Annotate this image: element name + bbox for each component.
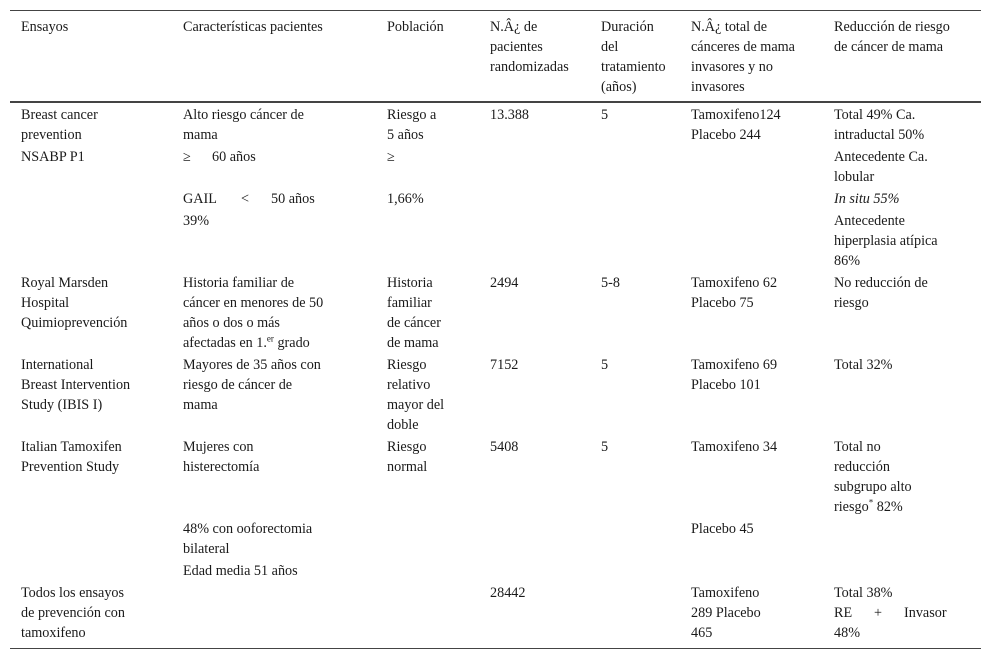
nsabp-pob-geq: ≥ bbox=[387, 149, 395, 165]
nsabp-carac-gail-age: 50 años bbox=[271, 191, 315, 207]
royal-pob-l2: familiar bbox=[387, 295, 432, 311]
italian-red-l4-pre: riesgo bbox=[834, 499, 869, 515]
nsabp-pob-pct: 1,66% bbox=[387, 191, 424, 207]
royal-dur: 5-8 bbox=[601, 275, 620, 291]
nsabp-red-l2: intraductal 50% bbox=[834, 127, 925, 143]
italian-pob-l1: Riesgo bbox=[387, 439, 427, 455]
royal-total-l1: Tamoxifeno 62 bbox=[691, 275, 778, 291]
royal-carac-l4-post: grado bbox=[273, 335, 310, 351]
nsabp-red-insitu: In situ 55% bbox=[834, 191, 900, 207]
header-reduccion-l1: Reducción de riesgo bbox=[834, 19, 950, 35]
nsabp-pob-l1: Riesgo a bbox=[387, 107, 437, 123]
italian-n: 5408 bbox=[490, 439, 519, 455]
todos-red-l3: 48% bbox=[834, 625, 861, 641]
nsabp-red-l8: 86% bbox=[834, 253, 861, 269]
nsabp-ensayo-l3: NSABP P1 bbox=[21, 149, 85, 165]
nsabp-total-l1: Tamoxifeno124 bbox=[691, 107, 781, 123]
todos-total-l2: 289 Placebo bbox=[691, 605, 761, 621]
royal-n: 2494 bbox=[490, 275, 519, 291]
ibis-ensayo-l3: Study (IBIS I) bbox=[21, 397, 103, 413]
royal-carac-l3: años o dos o más bbox=[183, 315, 280, 331]
ibis-dur: 5 bbox=[601, 357, 609, 373]
header-randomizadas-l2: pacientes bbox=[490, 39, 543, 55]
royal-ensayo-l1: Royal Marsden bbox=[21, 275, 109, 291]
todos-ensayo-l1: Todos los ensayos bbox=[21, 585, 125, 601]
header-total-l1: N.Â¿ total de bbox=[691, 19, 768, 35]
nsabp-carac-geq: ≥ bbox=[183, 149, 191, 165]
header-duracion-l2: del bbox=[601, 39, 619, 55]
header-duracion-l3: tratamiento bbox=[601, 59, 666, 75]
nsabp-carac-lt: < bbox=[241, 191, 250, 207]
royal-total-l2: Placebo 75 bbox=[691, 295, 754, 311]
nsabp-carac-pct: 39% bbox=[183, 213, 210, 229]
header-randomizadas-l1: N.Â¿ de bbox=[490, 19, 538, 35]
table-top-rule bbox=[10, 10, 981, 11]
ibis-total-l1: Tamoxifeno 69 bbox=[691, 357, 778, 373]
header-total-l3: invasores y no bbox=[691, 59, 773, 75]
royal-red-l1: No reducción de bbox=[834, 275, 928, 291]
nsabp-carac-age: 60 años bbox=[212, 149, 256, 165]
nsabp-n: 13.388 bbox=[490, 107, 530, 123]
italian-total-l1: Tamoxifeno 34 bbox=[691, 439, 778, 455]
royal-ensayo-l2: Hospital bbox=[21, 295, 70, 311]
header-randomizadas-l3: randomizadas bbox=[490, 59, 569, 75]
ibis-pob-l3: mayor del bbox=[387, 397, 445, 413]
todos-ensayo-l3: tamoxifeno bbox=[21, 625, 86, 641]
royal-ensayo-l3: Quimioprevención bbox=[21, 315, 128, 331]
italian-ensayo-l2: Prevention Study bbox=[21, 459, 120, 475]
nsabp-red-l4: lobular bbox=[834, 169, 875, 185]
ibis-pob-l4: doble bbox=[387, 417, 419, 433]
italian-carac-l5: Edad media 51 años bbox=[183, 563, 298, 579]
nsabp-total-l2: Placebo 244 bbox=[691, 127, 761, 143]
ibis-ensayo-l1: International bbox=[21, 357, 94, 373]
italian-carac-l1: Mujeres con bbox=[183, 439, 254, 455]
header-reduccion-l2: de cáncer de mama bbox=[834, 39, 944, 55]
header-bottom-rule bbox=[10, 101, 981, 103]
royal-carac-l4 bbox=[183, 333, 310, 353]
todos-red-re: RE bbox=[834, 605, 853, 621]
royal-red-l2: riesgo bbox=[834, 295, 869, 311]
royal-carac-l1: Historia familiar de bbox=[183, 275, 295, 291]
header-duracion-l1: Duración bbox=[601, 19, 654, 35]
italian-red-l4-post: 82% bbox=[873, 499, 903, 515]
nsabp-red-l3: Antecedente Ca. bbox=[834, 149, 928, 165]
todos-red-l1: Total 38% bbox=[834, 585, 893, 601]
nsabp-red-l1: Total 49% Ca. bbox=[834, 107, 916, 123]
royal-pob-l4: de mama bbox=[387, 335, 439, 351]
italian-dur: 5 bbox=[601, 439, 609, 455]
italian-red-l1: Total no bbox=[834, 439, 881, 455]
italian-carac-l2: histerectomía bbox=[183, 459, 260, 475]
italian-red-l3: subgrupo alto bbox=[834, 479, 912, 495]
header-total-l2: cánceres de mama bbox=[691, 39, 795, 55]
nsabp-carac-l1: Alto riesgo cáncer de bbox=[183, 107, 304, 123]
ibis-pob-l2: relativo bbox=[387, 377, 431, 393]
royal-carac-l4-pre: afectadas en 1. bbox=[183, 335, 267, 351]
royal-pob-l1: Historia bbox=[387, 275, 433, 291]
ibis-carac-l1: Mayores de 35 años con bbox=[183, 357, 321, 373]
nsabp-red-l7: hiperplasia atípica bbox=[834, 233, 938, 249]
ibis-total-l2: Placebo 101 bbox=[691, 377, 761, 393]
ibis-carac-l2: riesgo de cáncer de bbox=[183, 377, 293, 393]
todos-n: 28442 bbox=[490, 585, 526, 601]
italian-carac-l4: bilateral bbox=[183, 541, 230, 557]
table-bottom-rule bbox=[10, 648, 981, 649]
todos-total-l1: Tamoxifeno bbox=[691, 585, 760, 601]
todos-total-l3: 465 bbox=[691, 625, 713, 641]
header-total-l4: invasores bbox=[691, 79, 745, 95]
italian-carac-l3: 48% con ooforectomia bbox=[183, 521, 313, 537]
nsabp-red-l6: Antecedente bbox=[834, 213, 905, 229]
todos-ensayo-l2: de prevención con bbox=[21, 605, 125, 621]
royal-pob-l3: de cáncer bbox=[387, 315, 441, 331]
header-poblacion: Población bbox=[387, 19, 444, 35]
nsabp-dur: 5 bbox=[601, 107, 609, 123]
ibis-ensayo-l2: Breast Intervention bbox=[21, 377, 131, 393]
italian-pob-l2: normal bbox=[387, 459, 428, 475]
ibis-n: 7152 bbox=[490, 357, 519, 373]
nsabp-carac-gail: GAIL bbox=[183, 191, 217, 207]
italian-ensayo-l1: Italian Tamoxifen bbox=[21, 439, 122, 455]
royal-carac-l4-sup: er bbox=[266, 333, 274, 344]
todos-red-invasor: Invasor bbox=[904, 605, 947, 621]
italian-red-l4-sup: * bbox=[868, 497, 874, 508]
royal-carac-l2: cáncer en menores de 50 bbox=[183, 295, 324, 311]
header-ensayos: Ensayos bbox=[21, 19, 69, 35]
nsabp-ensayo-l2: prevention bbox=[21, 127, 82, 143]
italian-red-l2: reducción bbox=[834, 459, 890, 475]
ibis-carac-l3: mama bbox=[183, 397, 218, 413]
header-duracion-l4: (años) bbox=[601, 79, 637, 95]
nsabp-ensayo-l1: Breast cancer bbox=[21, 107, 98, 123]
header-caracteristicas: Características pacientes bbox=[183, 19, 323, 35]
todos-red-plus: + bbox=[874, 605, 883, 621]
nsabp-carac-l2: mama bbox=[183, 127, 218, 143]
italian-red-l4 bbox=[834, 497, 903, 517]
italian-total-l2: Placebo 45 bbox=[691, 521, 754, 537]
nsabp-pob-l2: 5 años bbox=[387, 127, 424, 143]
ibis-red: Total 32% bbox=[834, 357, 893, 373]
ibis-pob-l1: Riesgo bbox=[387, 357, 427, 373]
